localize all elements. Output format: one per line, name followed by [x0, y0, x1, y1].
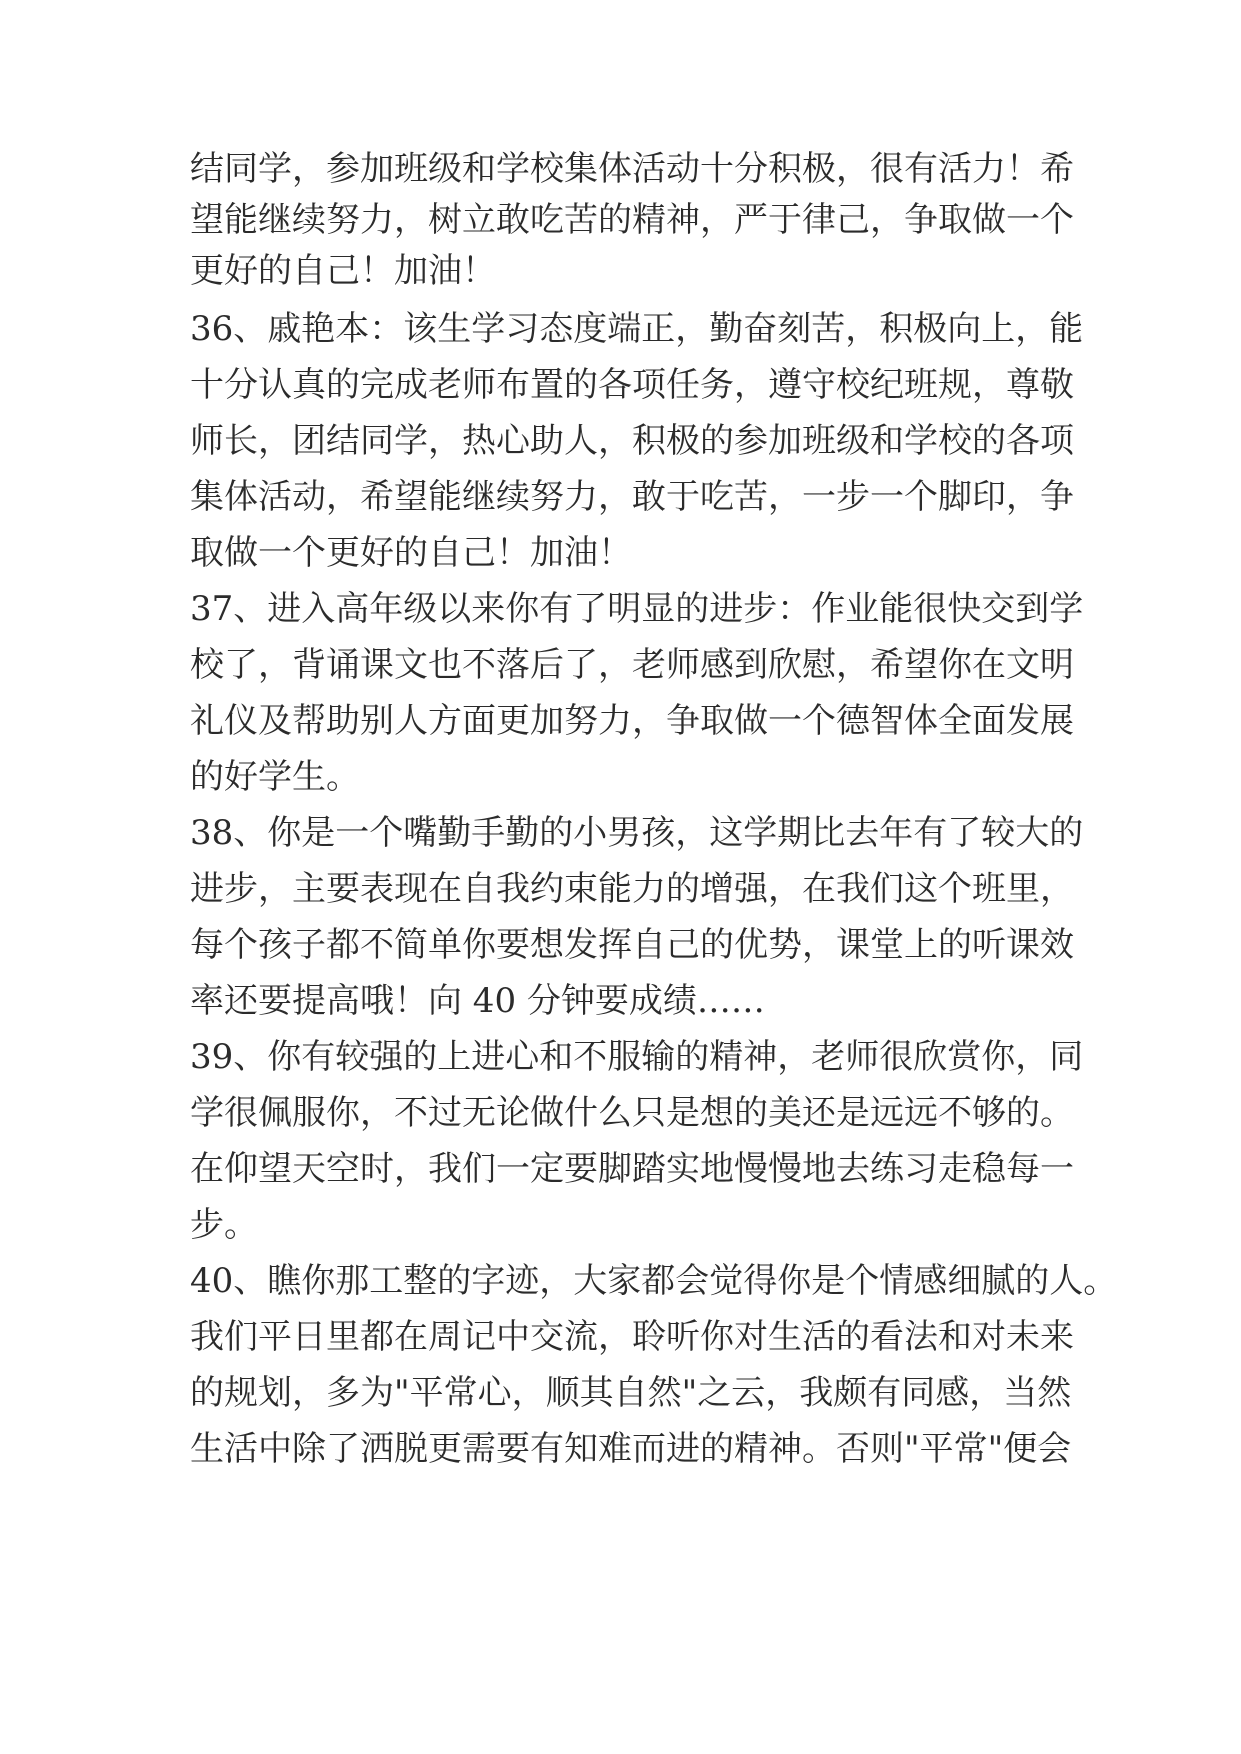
text-line: 36、戚艳本：该生学习态度端正，勤奋刻苦，积极向上，能: [190, 309, 1084, 349]
text-line: 进步，主要表现在自我约束能力的增强，在我们这个班里，: [190, 869, 1074, 909]
text-line: 39、你有较强的上进心和不服输的精神，老师很欣赏你，同: [190, 1037, 1084, 1077]
text-line: 的好学生。: [190, 757, 360, 797]
text-line: 学很佩服你，不过无论做什么只是想的美还是远远不够的。: [190, 1093, 1074, 1133]
text-line: 我们平日里都在周记中交流，聆听你对生活的看法和对未来: [190, 1317, 1074, 1357]
text-line: 望能继续努力，树立敢吃苦的精神，严于律己，争取做一个: [190, 200, 1074, 240]
text-line: 校了，背诵课文也不落后了，老师感到欣慰，希望你在文明: [190, 645, 1074, 685]
text-line: 礼仪及帮助别人方面更加努力，争取做一个德智体全面发展: [190, 701, 1074, 741]
text-line: 38、你是一个嘴勤手勤的小男孩，这学期比去年有了较大的: [190, 813, 1084, 853]
text-line: 十分认真的完成老师布置的各项任务，遵守校纪班规，尊敬: [190, 365, 1074, 405]
text-line: 每个孩子都不简单你要想发挥自己的优势，课堂上的听课效: [190, 925, 1074, 965]
text-line: 生活中除了洒脱更需要有知难而进的精神。否则"平常"便会: [190, 1429, 1072, 1469]
text-line: 37、进入高年级以来你有了明显的进步：作业能很快交到学: [190, 589, 1084, 629]
text-line: 师长，团结同学，热心助人，积极的参加班级和学校的各项: [190, 421, 1074, 461]
text-line: 率还要提高哦！向 40 分钟要成绩……: [190, 981, 765, 1021]
text-line: 取做一个更好的自己！加油！: [190, 533, 632, 573]
text-line: 在仰望天空时，我们一定要脚踏实地慢慢地去练习走稳每一: [190, 1149, 1074, 1189]
text-line: 的规划，多为"平常心，顺其自然"之云，我颇有同感，当然: [190, 1373, 1072, 1413]
text-line: 更好的自己！加油！: [190, 251, 496, 291]
text-line: 40、瞧你那工整的字迹，大家都会觉得你是个情感细腻的人。: [190, 1261, 1118, 1301]
text-line: 步。: [190, 1205, 258, 1245]
text-line: 集体活动，希望能继续努力，敢于吃苦，一步一个脚印，争: [190, 477, 1074, 517]
text-line: 结同学，参加班级和学校集体活动十分积极，很有活力！希: [190, 149, 1074, 189]
